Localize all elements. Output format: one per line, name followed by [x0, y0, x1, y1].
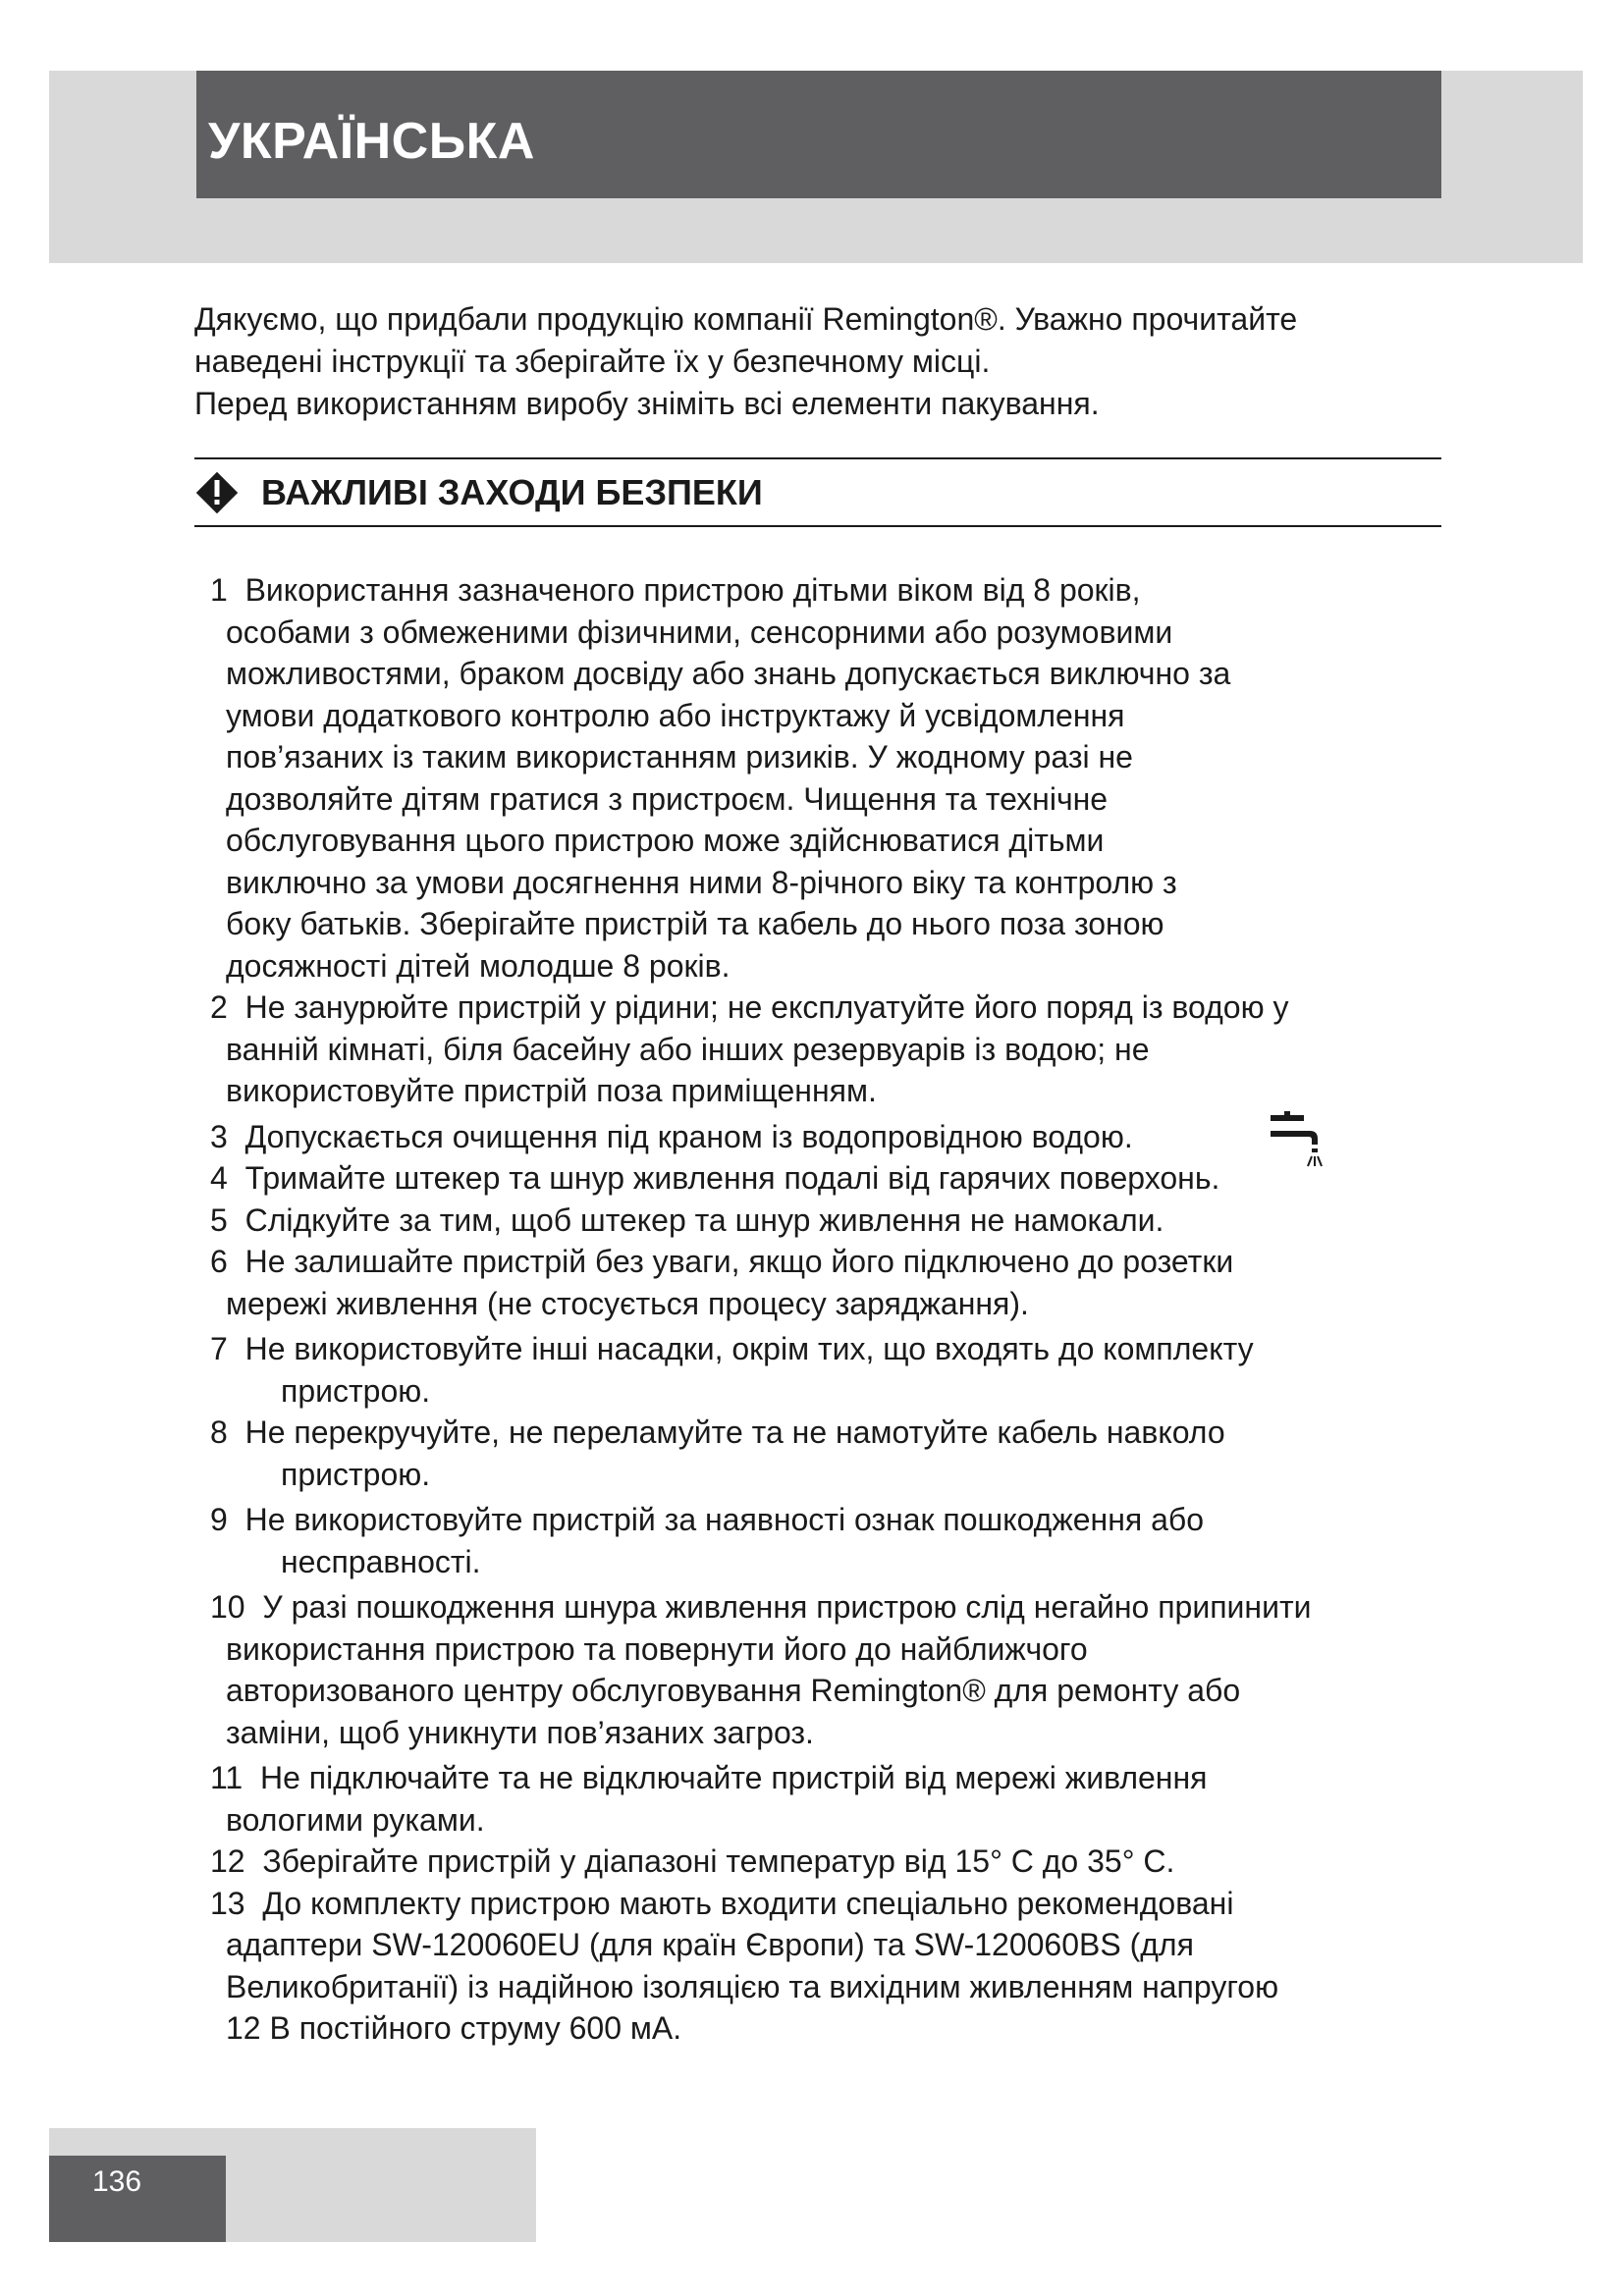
tap-water-icon [1267, 1109, 1335, 1170]
safety-item-continuation: мережі живлення (не стосується процесу заряджання). [226, 1285, 1029, 1321]
safety-item-continuation: вологими руками. [226, 1801, 485, 1838]
safety-item-continuation: 12 В постійного струму 600 мА. [226, 2010, 682, 2046]
safety-item-number: 12 [210, 1843, 245, 1879]
safety-item-continuation: авторизованого центру обслуговування Remington® для ремонту або [226, 1673, 1241, 1708]
intro-line-1: Дякуємо, що придбали продукцію компанії Remington®. Уважно прочитайте [194, 301, 1298, 337]
safety-item-number: 10 [210, 1589, 245, 1625]
safety-item [194, 1200, 1451, 1242]
safety-item [194, 1757, 1451, 1841]
safety-item-text: Не залишайте пристрій без уваги, якщо його підключено до розетки [244, 1244, 1234, 1279]
safety-list [194, 569, 1451, 2050]
safety-item [194, 987, 1451, 1112]
safety-item [194, 1499, 1451, 1582]
safety-item-text: Не використовуйте інші насадки, окрім тих, що входять до комплекту [244, 1331, 1254, 1366]
safety-item-continuation: використовуйте пристрій поза приміщенням. [226, 1073, 877, 1108]
safety-item-text: Допускається очищення під краном із водопровідною водою. [244, 1118, 1133, 1154]
safety-item [194, 1883, 1451, 2050]
section-title: ВАЖЛИВІ ЗАХОДИ БЕЗПЕКИ [261, 472, 763, 512]
safety-item-number: 5 [210, 1201, 228, 1238]
safety-item-text: Не використовуйте пристрій за наявності ознак пошкодження або [244, 1502, 1205, 1537]
section-rule-top [194, 457, 1441, 459]
safety-item-number: 1 [210, 572, 228, 608]
safety-item-continuation: несправності. [281, 1543, 481, 1579]
safety-item [194, 1412, 1451, 1495]
safety-item-text: Не занурюйте пристрій у рідини; не експлуатуйте його поряд із водою у [244, 989, 1289, 1025]
safety-item-continuation: ванній кімнаті, біля басейну або інших резервуарів із водою; не [226, 1031, 1150, 1067]
safety-item-continuation: заміни, щоб уникнути пов’язаних загроз. [226, 1714, 814, 1750]
safety-item [194, 1157, 1451, 1200]
safety-item-text: Використання зазначеного пристрою дітьми віком від 8 років, [244, 572, 1141, 608]
safety-item-continuation: боку батьків. Зберігайте пристрій та кабель до нього поза зоною [226, 906, 1164, 941]
safety-item-number: 9 [210, 1502, 228, 1537]
section-rule-bottom [194, 525, 1441, 527]
safety-item-text: У разі пошкодження шнура живлення пристрою слід негайно припинити [262, 1589, 1312, 1625]
safety-item-continuation: обслуговування цього пристрою може здійснюватися дітьми [226, 823, 1105, 858]
safety-item-continuation: умови додаткового контролю або інструктажу й усвідомлення [226, 697, 1125, 733]
safety-item-number: 11 [210, 1760, 244, 1795]
intro-line-2: наведені інструкції та зберігайте їх у безпечному місці. [194, 344, 991, 379]
safety-item-text: До комплекту пристрою мають входити спеціально рекомендовані [262, 1885, 1234, 1921]
warning-icon [194, 470, 240, 515]
safety-item [194, 1116, 1451, 1158]
safety-item-number: 6 [210, 1244, 228, 1279]
safety-item-number: 13 [210, 1885, 245, 1921]
safety-item-continuation: використання пристрою та повернути його до найближчого [226, 1630, 1088, 1667]
safety-item-continuation: досяжності дітей молодше 8 років. [226, 947, 731, 984]
safety-item [194, 1841, 1451, 1883]
page-number: 136 [92, 2165, 142, 2198]
safety-item [194, 569, 1451, 987]
safety-item-continuation: можливостями, браком досвіду або знань допускається виключно за [226, 656, 1231, 691]
safety-item [194, 1328, 1451, 1412]
safety-item-number: 2 [210, 989, 228, 1025]
safety-item-number: 8 [210, 1415, 228, 1450]
safety-item-continuation: дозволяйте дітям гратися з пристроєм. Чищення та технічне [226, 780, 1109, 817]
language-title: УКРАЇНСЬКА [208, 113, 535, 170]
safety-item-continuation: Великобританії) із надійною ізоляцією та вихідним живленням напругою [226, 1968, 1279, 2004]
safety-item [194, 1241, 1451, 1324]
safety-item-continuation: пристрою. [281, 1456, 431, 1492]
safety-item-continuation: виключно за умови досягнення ними 8-річного віку та контролю з [226, 864, 1177, 900]
safety-item-text: Тримайте штекер та шнур живлення подалі від гарячих поверхонь. [244, 1160, 1220, 1196]
safety-item-text: Зберігайте пристрій у діапазоні температур від 15° C до 35° C. [262, 1843, 1175, 1879]
safety-item-number: 4 [210, 1160, 228, 1196]
intro-text [194, 298, 1451, 425]
section-heading [194, 467, 763, 518]
intro-line-3: Перед використанням виробу зніміть всі елементи пакування. [194, 386, 1100, 421]
safety-item-text: Не перекручуйте, не переламуйте та не намотуйте кабель навколо [244, 1415, 1225, 1450]
safety-item-number: 7 [210, 1331, 228, 1366]
safety-item-text: Слідкуйте за тим, щоб штекер та шнур живлення не намокали. [244, 1201, 1164, 1238]
safety-item-number: 3 [210, 1118, 228, 1154]
safety-item-text: Не підключайте та не відключайте пристрій від мережі живлення [260, 1760, 1208, 1795]
safety-item-continuation: особами з обмеженими фізичними, сенсорними або розумовими [226, 614, 1173, 650]
safety-item-continuation: пристрою. [281, 1372, 431, 1409]
safety-item-continuation: пов’язаних із таким використанням ризиків. У жодному разі не [226, 739, 1133, 774]
safety-item-continuation: адаптери SW-120060EU (для країн Європи) та SW-120060BS (для [226, 1927, 1194, 1962]
safety-item [194, 1586, 1451, 1753]
